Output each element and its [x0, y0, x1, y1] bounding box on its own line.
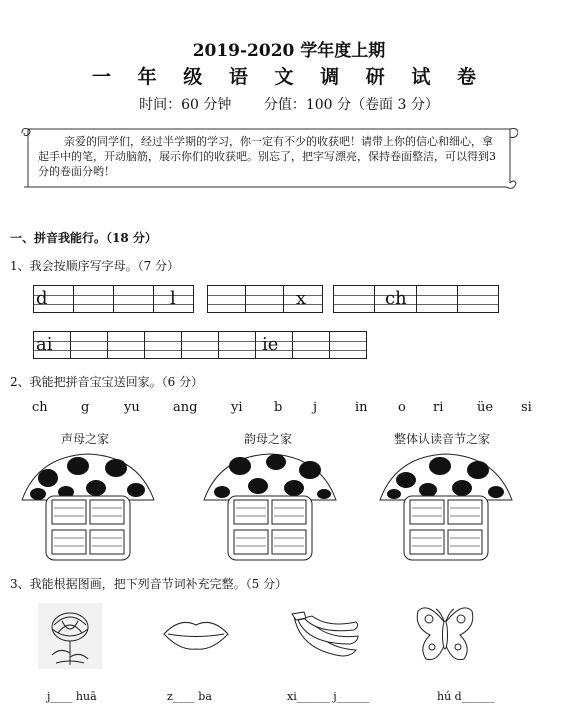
butterfly-image — [414, 603, 476, 667]
exam-meta — [0, 94, 578, 114]
letter-cell[interactable] — [329, 331, 367, 359]
house-label-finals: 韵母之家 — [244, 432, 293, 446]
pinyin-item: b — [274, 400, 283, 415]
letter-cell[interactable] — [153, 285, 194, 313]
pinyin-item: yi — [231, 400, 243, 415]
q2-prompt: 2、我能把拼音宝宝送回家。（6 分） — [10, 375, 204, 389]
pinyin-item: g — [81, 400, 90, 415]
letter-text: ch — [385, 288, 407, 309]
year-term-title: 2019-2020 学年度上期 — [192, 41, 386, 61]
letter-cell[interactable] — [218, 331, 256, 359]
letter-cell[interactable] — [33, 285, 74, 313]
score-label: 分值：100 分（卷面 3 分） — [263, 97, 439, 113]
q3-prompt: 3、我能根据图画，把下列音节词补充完整。（5 分） — [10, 577, 288, 591]
letter-cell[interactable] — [181, 331, 219, 359]
pinyin-item: ang — [173, 400, 198, 415]
letter-cell[interactable] — [70, 331, 108, 359]
letter-cell[interactable] — [33, 331, 71, 359]
mushroom-house-2 — [200, 452, 340, 564]
letter-text: l — [170, 288, 176, 309]
letter-cell[interactable] — [333, 285, 375, 313]
pinyin-item: si — [521, 400, 532, 415]
mushroom-house-1 — [18, 452, 158, 564]
letter-cell[interactable] — [107, 331, 145, 359]
pinyin-item: o — [398, 400, 406, 415]
q1-prompt: 1、我会按顺序写字母。（7 分） — [10, 259, 180, 273]
pinyin-item: j — [313, 400, 318, 415]
letter-cell[interactable] — [245, 285, 284, 313]
letter-cell[interactable] — [207, 285, 246, 313]
exam-title: 一 年 级 语 文 调 研 试 卷 — [92, 66, 486, 88]
letter-cell[interactable] — [374, 285, 417, 313]
letter-text: ai — [36, 334, 53, 355]
letter-cell[interactable] — [283, 285, 323, 313]
lips-image — [162, 615, 230, 653]
time-label: 时间：60 分钟 — [139, 97, 232, 113]
chrysanthemum-image — [38, 603, 102, 669]
q3-answer-2[interactable]: z____ ba — [167, 690, 212, 703]
letter-text: d — [36, 288, 48, 309]
letter-cell[interactable] — [144, 331, 182, 359]
pinyin-item: in — [355, 400, 368, 415]
pinyin-item: ri — [433, 400, 444, 415]
letter-cell[interactable] — [457, 285, 499, 313]
letter-cell[interactable] — [73, 285, 114, 313]
q3-answer-1[interactable]: j____ huā — [47, 690, 97, 703]
pinyin-item: ch — [32, 400, 48, 415]
q3-answer-4[interactable]: hú d______ — [437, 690, 495, 703]
intro-text: 亲爱的同学们，经过半学期的学习，你一定有不少的收获吧！请带上你的信心和细心，拿起手中的笔，开动脑筋，展示你们的收获吧。别忘了，把字写漂亮，保持卷面整洁，可以得到3分的卷面分哟！ — [38, 135, 496, 178]
letter-cell[interactable] — [292, 331, 330, 359]
pinyin-item: üe — [477, 400, 494, 415]
letter-text: ie — [262, 334, 279, 355]
house-label-whole-syllables: 整体认读音节之家 — [394, 432, 491, 446]
letter-text: x — [296, 288, 307, 309]
house-label-initials: 声母之家 — [61, 432, 110, 446]
letter-cell[interactable] — [255, 331, 293, 359]
section1-heading: 一、拼音我能行。（18 分） — [10, 231, 157, 245]
mushroom-house-3 — [376, 452, 516, 564]
letter-cell[interactable] — [113, 285, 154, 313]
q3-answer-3[interactable]: xi______ j______ — [287, 690, 370, 703]
pinyin-item: yu — [124, 400, 140, 415]
bananas-image — [290, 610, 362, 666]
letter-cell[interactable] — [416, 285, 458, 313]
